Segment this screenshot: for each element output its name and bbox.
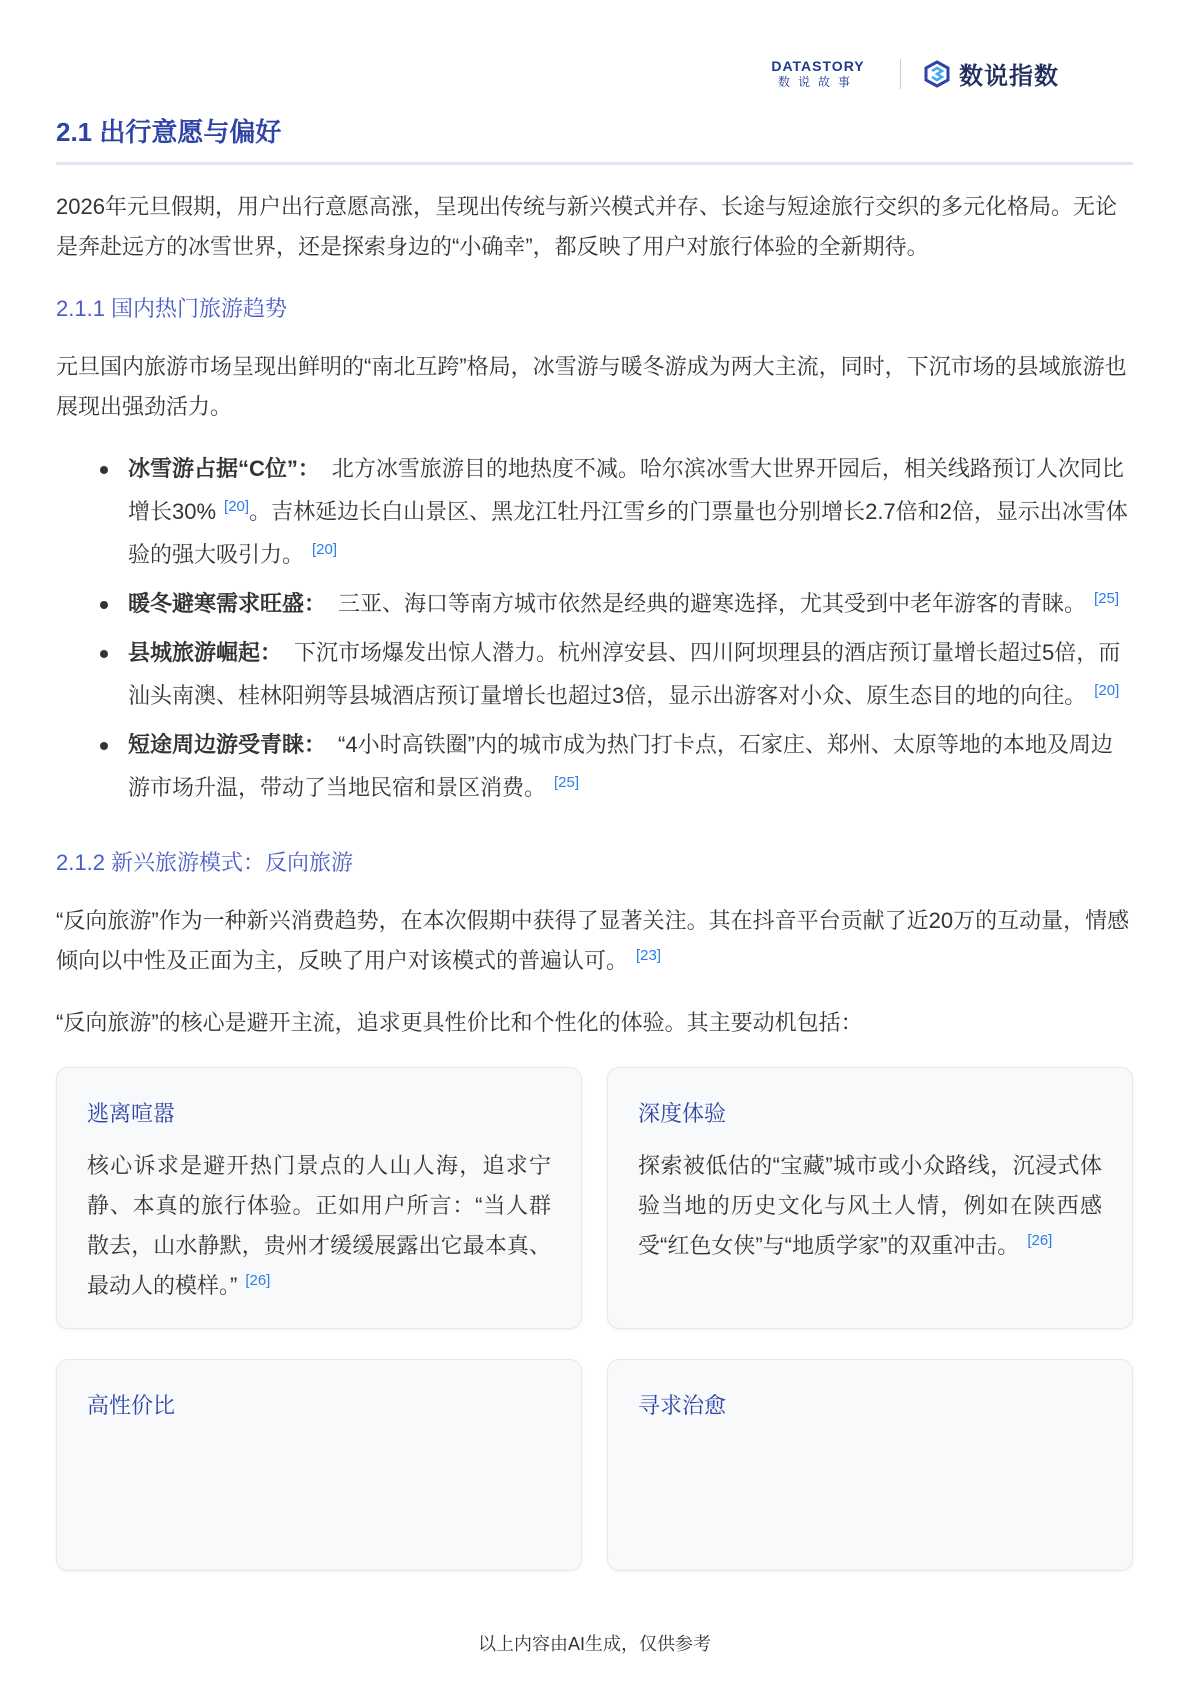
citation-link[interactable]: [20] — [312, 540, 338, 558]
document-content — [56, 112, 1133, 1571]
section-title: 2.1 出行意愿与偏好 — [56, 117, 282, 147]
citation-link[interactable]: [25] — [554, 773, 580, 791]
citation-link[interactable]: [20] — [224, 497, 250, 515]
subsection-title-trends: 2.1.1 国内热门旅游趋势 — [56, 296, 288, 321]
card-title: 寻求治愈 — [638, 1393, 727, 1418]
section-intro: 2026年元旦假期，用户出行意愿高涨，呈现出传统与新兴模式并存、长途与短途旅行交织的多元化格局。无论是奔赴远方的冰雪世界，还是探索身边的“小确幸”，都反映了用户对旅行体验的全新期待。 — [56, 194, 1117, 259]
bullet-text: 下沉市场爆发出惊人潜力。杭州淳安县、四川阿坝理县的酒店预订量增长超过5倍，而汕头南澳、桂林阳朔等县城酒店预订量增长也超过3倍，显示出游客对小众、原生态目的地的向往。 — [128, 640, 1121, 708]
card-title: 高性价比 — [87, 1393, 176, 1418]
ai-disclaimer: 以上内容由AI生成，仅供参考 — [477, 1634, 711, 1654]
card-body: 核心诉求是避开热门景点的人山人海，追求宁静、本真的旅行体验。正如用户所言：“当人群散去，山水静默，贵州才缓缓展露出它最本真、最动人的模样。” — [87, 1153, 551, 1298]
title-divider — [56, 162, 1133, 165]
list-item — [128, 447, 1133, 576]
reverse-travel-motives-intro: “反向旅游”的核心是避开主流，追求更具性价比和个性化的体验。其主要动机包括： — [56, 1010, 863, 1035]
motive-card — [607, 1359, 1133, 1571]
product-name: 数说指数 — [959, 63, 1059, 90]
reverse-travel-text: “反向旅游”作为一种新兴消费趋势，在本次假期中获得了显著关注。其在抖音平台贡献了近20万的互动量，情感倾向以中性及正面为主，反映了用户对该模式的普遍认可。 — [56, 908, 1130, 973]
datastory-logo-en: DATASTORY — [771, 57, 865, 74]
datastory-logo-cn: 数说故事 — [777, 74, 858, 89]
subsection-title-reverse-travel: 2.1.2 新兴旅游模式：反向旅游 — [56, 850, 354, 875]
bullet-heading: 县城旅游崛起： — [128, 640, 283, 665]
list-item — [128, 582, 1133, 625]
card-text — [87, 1146, 551, 1306]
motive-card — [56, 1067, 582, 1329]
bullet-text: 三亚、海口等南方城市依然是经典的避寒选择，尤其受到中老年游客的青睐。 — [338, 591, 1087, 616]
motive-card — [56, 1359, 582, 1571]
card-text — [638, 1146, 1102, 1266]
card-title: 深度体验 — [638, 1101, 727, 1126]
citation-link[interactable]: [20] — [1094, 681, 1120, 699]
list-item — [128, 631, 1133, 717]
shuoshuo-logo-icon — [923, 60, 951, 88]
list-item — [128, 723, 1133, 809]
logo-divider — [900, 59, 901, 89]
shuoshuo-index-logo — [923, 56, 1059, 91]
motive-card — [607, 1067, 1133, 1329]
citation-link[interactable]: [25] — [1094, 589, 1120, 607]
citation-link[interactable]: [26] — [245, 1271, 271, 1289]
citation-link[interactable]: [26] — [1027, 1231, 1053, 1249]
motive-cards — [56, 1067, 1133, 1571]
reverse-travel-para — [56, 901, 1133, 981]
bullet-text-cont: 。吉林延边长白山景区、黑龙江牡丹江雪乡的门票量也分别增长2.7倍和2倍，显示出冰雪体验的强大吸引力。 — [128, 499, 1128, 567]
card-body: 探索被低估的“宝藏”城市或小众路线，沉浸式体验当地的历史文化与风土人情，例如在陕西感受“红色女侠”与“地质学家”的双重冲击。 — [638, 1153, 1102, 1258]
card-title: 逃离喧嚣 — [87, 1101, 176, 1126]
datastory-logo — [758, 58, 878, 90]
bullet-text: “4小时高铁圈”内的城市成为热门打卡点，石家庄、郑州、太原等地的本地及周边游市场升温，带动了当地民宿和景区消费。 — [128, 732, 1113, 800]
bullet-heading: 冰雪游占据“C位”： — [128, 456, 320, 481]
citation-link[interactable]: [23] — [636, 946, 662, 964]
trends-intro: 元旦国内旅游市场呈现出鲜明的“南北互跨”格局，冰雪游与暖冬游成为两大主流，同时，下沉市场的县域旅游也展现出强劲活力。 — [56, 354, 1127, 419]
trends-list — [56, 447, 1133, 809]
header-logos — [758, 56, 1059, 91]
bullet-text: 北方冰雪旅游目的地热度不减。哈尔滨冰雪大世界开园后，相关线路预订人次同比增长30% — [128, 456, 1124, 524]
bullet-heading: 短途周边游受青睐： — [128, 732, 327, 757]
bullet-heading: 暖冬避寒需求旺盛： — [128, 591, 327, 616]
